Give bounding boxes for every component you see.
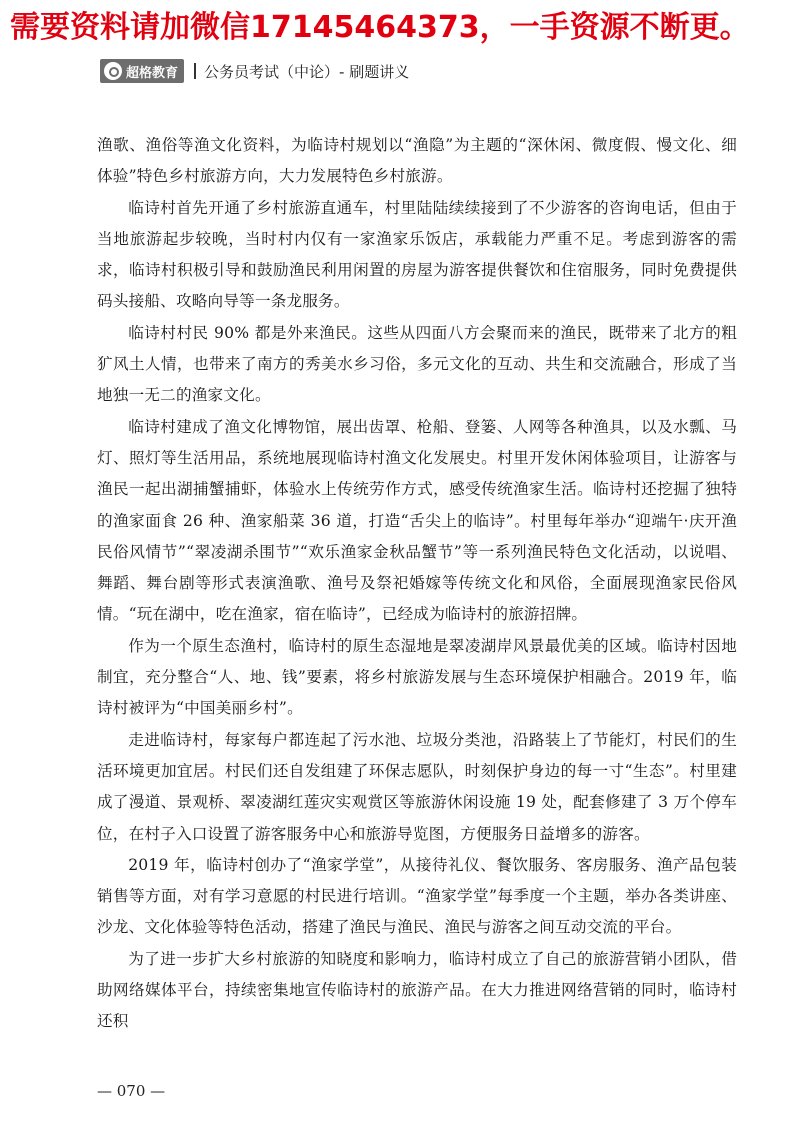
page-header <box>100 58 409 84</box>
paragraph: 2019 年，临诗村创办了“渔家学堂”，从接待礼仪、餐饮服务、客房服务、渔产品包装销售等方面，对有学习意愿的村民进行培训。“渔家学堂”每季度一个主题，举办各类讲座、沙龙、文化体验等特色活动，搭建了渔民与渔民、渔民与游客之间互动交流的平台。 <box>97 855 737 937</box>
paragraph: 临诗村村民 90% 都是外来渔民。这些从四面八方会聚而来的渔民，既带来了北方的粗犷风土人情，也带来了南方的秀美水乡习俗，多元文化的互动、共生和交流融合，形成了当地独一无二的渔家文化。 <box>97 323 737 405</box>
brand-logo <box>100 59 184 83</box>
paragraph: 渔歌、渔俗等渔文化资料，为临诗村规划以“渔隐”为主题的“深休闲、微度假、慢文化、细体验”特色乡村旅游方向，大力发展特色乡村旅游。 <box>97 136 737 186</box>
paragraph: 临诗村建成了渔文化博物馆，展出齿罩、枪船、登篓、人网等各种渔具，以及水瓢、马灯、照灯等生活用品，系统地展现临诗村渔文化发展史。村里开发休闲体验项目，让游客与渔民一起出湖捕蟹捕虾，体验水上传统劳作方式，感受传统渔家生活。临诗村还挖掘了独特的渔家面食 26 种、渔家船菜 36 道，打造“舌尖上的临诗”。村里每年举办“迎端午·庆开渔民俗风情节”“翠凌湖杀围节”“欢乐渔家金秋品蟹节”等一系列渔民特色文化活动，以说唱、舞蹈、舞台剧等形式表演渔歌、渔号及祭祀婚嫁等传统文化和风俗，全面展现渔家民俗风情。“玩在湖中，吃在渔家，宿在临诗”，已经成为临诗村的旅游招牌。 <box>97 417 737 624</box>
logo-icon <box>104 62 122 80</box>
watermark-banner: 需要资料请加微信17145464373，一手资源不断更。 <box>10 10 750 45</box>
logo-text: 超格教育 <box>126 65 179 81</box>
body-text <box>97 130 737 1038</box>
paragraph: 临诗村首先开通了乡村旅游直通车，村里陆陆续续接到了不少游客的咨询电话，但由于当地旅游起步较晚，当时村内仅有一家渔家乐饭店，承载能力严重不足。考虑到游客的需求，临诗村积极引导和鼓励渔民利用闲置的房屋为游客提供餐饮和住宿服务，同时免费提供码头接船、攻略向导等一条龙服务。 <box>97 198 737 311</box>
header-divider <box>194 63 196 79</box>
page-number: — 070 — <box>97 1082 166 1100</box>
paragraph: 走进临诗村，每家每户都连起了污水池、垃圾分类池，沿路装上了节能灯，村民们的生活环境更加宜居。村民们还自发组建了环保志愿队，时刻保护身边的每一寸“生态”。村里建成了漫道、景观桥、翠凌湖红莲灾实观赏区等旅游休闲设施 19 处，配套修建了 3 万个停车位，在村子入口设置了游客服务中心和旅游导览图，方便服务日益增多的游客。 <box>97 730 737 843</box>
header-title: 公务员考试（中论）- 刷题讲义 <box>204 62 410 81</box>
paragraph: 作为一个原生态渔村，临诗村的原生态湿地是翠凌湖岸风景最优美的区域。临诗村因地制宜，充分整合“人、地、钱”要素，将乡村旅游发展与生态环境保护相融合。2019 年，临诗村被评为“中国美丽乡村”。 <box>97 636 737 718</box>
paragraph: 为了进一步扩大乡村旅游的知晓度和影响力，临诗村成立了自己的旅游营销小团队，借助网络媒体平台，持续密集地宣传临诗村的旅游产品。在大力推进网络营销的同时，临诗村还积 <box>97 949 737 1031</box>
